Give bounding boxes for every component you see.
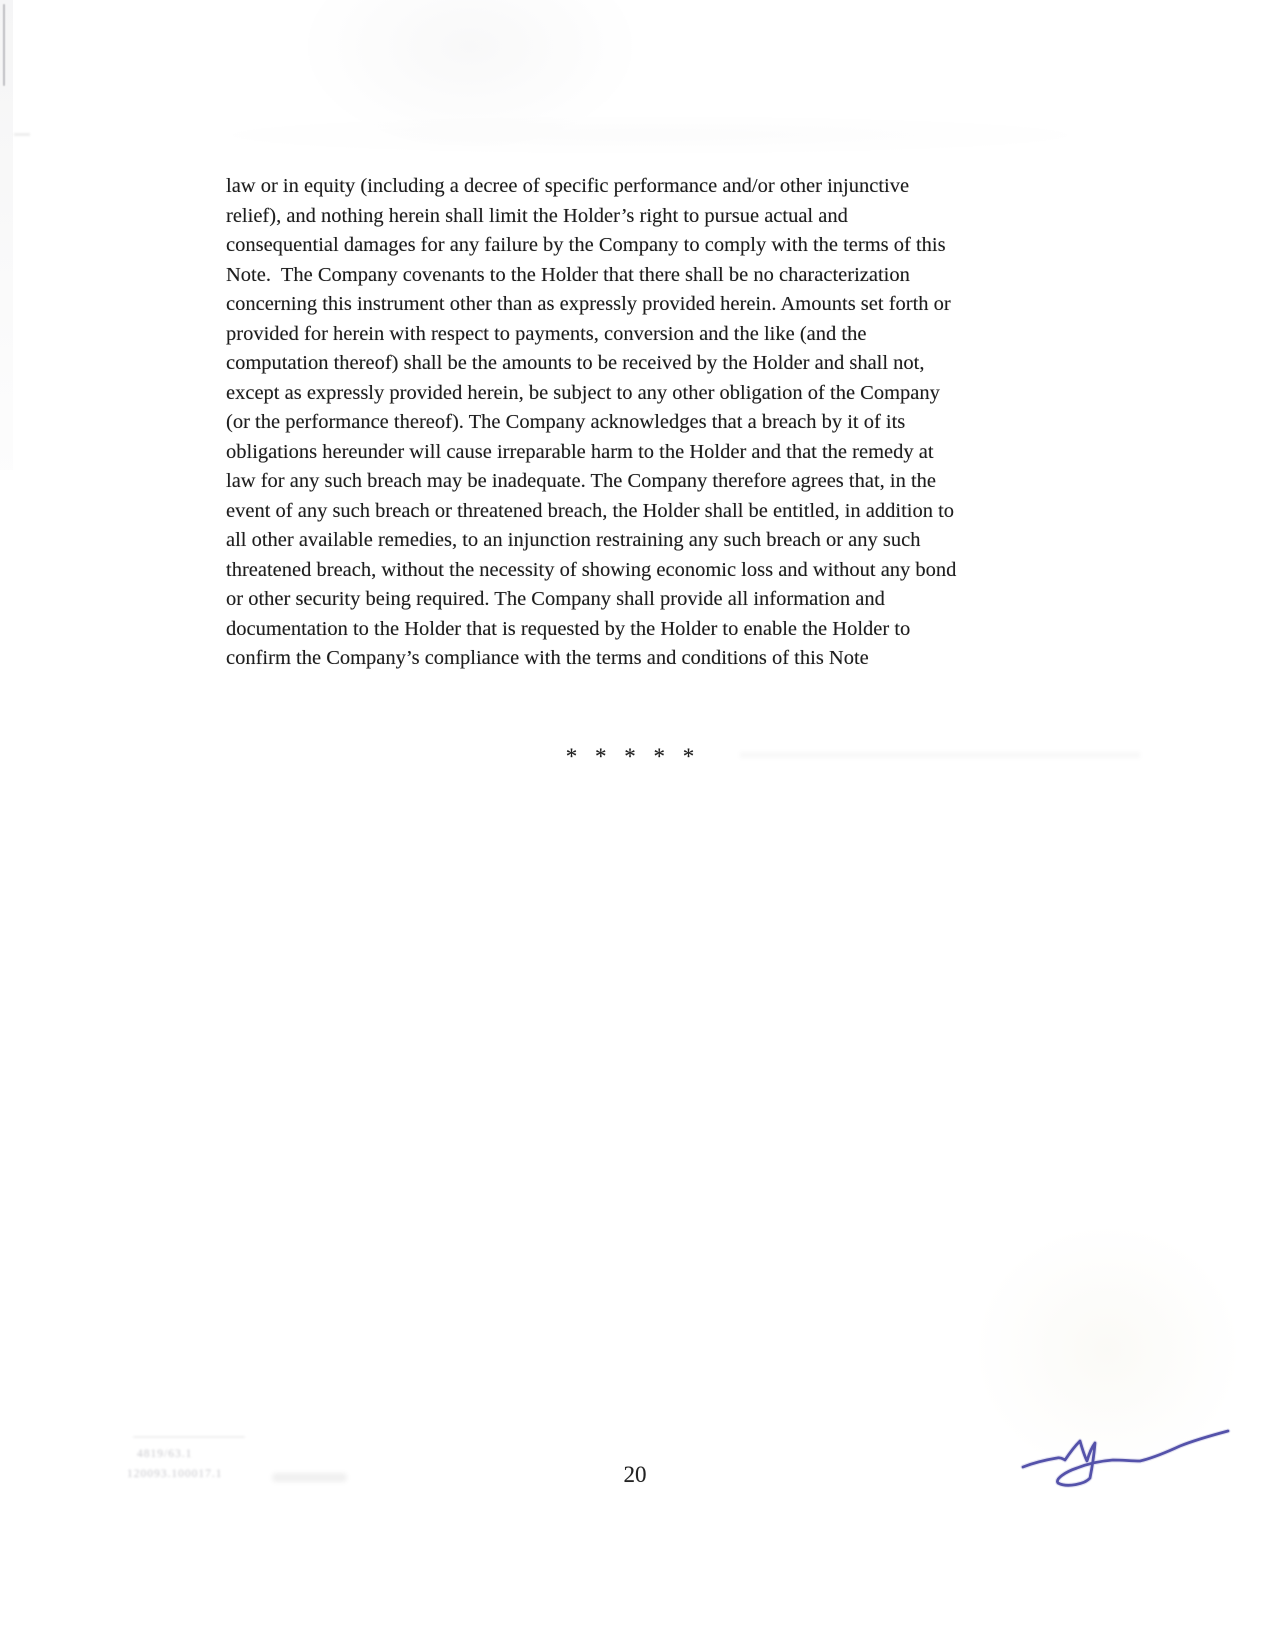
- footer-doc-id-line2: 120093.100017.1: [127, 1468, 223, 1480]
- text-line: Note. The Company covenants to the Holder that there shall be no characterization: [226, 263, 910, 286]
- text-line: (or the performance thereof). The Company acknowledges that a breach by it of its: [226, 411, 906, 433]
- paragraph-body: [226, 172, 1086, 674]
- text-line: event of any such breach or threatened breach, the Holder shall be entitled, in addition to: [226, 499, 955, 522]
- scan-artifact-top-blotch: [295, 0, 645, 155]
- page-number: 20: [623, 1462, 647, 1487]
- text-line: relief), and nothing herein shall limit the Holder’s right to pursue actual and: [226, 204, 848, 227]
- scan-artifact-top-band: [200, 115, 1100, 155]
- text-line: obligations hereunder will cause irreparable harm to the Holder and that the remedy at: [226, 440, 934, 463]
- text-line: law or in equity (including a decree of specific performance and/or other injunctive: [226, 175, 910, 197]
- text-line: except as expressly provided herein, be subject to any other obligation of the Company: [226, 381, 940, 404]
- text-line: computation thereof) shall be the amounts to be received by the Holder and shall not,: [226, 352, 925, 374]
- text-line: confirm the Company’s compliance with the terms and conditions of this Note: [226, 647, 869, 669]
- text-line: provided for herein with respect to payments, conversion and the like (and the: [226, 322, 867, 345]
- asterisk-separator: * * * * *: [565, 744, 695, 769]
- scan-artifact-left-dash: [14, 133, 30, 136]
- footer-doc-id-line1: 4819/63.1: [137, 1448, 193, 1460]
- text-line: consequential damages for any failure by the Company to comply with the terms of this: [226, 234, 946, 256]
- text-line: concerning this instrument other than as expressly provided herein. Amounts set forth or: [226, 293, 951, 315]
- scan-artifact-left-strip: [0, 0, 13, 470]
- signature-initials-icon: [1000, 1408, 1240, 1503]
- text-line: law for any such breach may be inadequate. The Company therefore agrees that, in the: [226, 470, 937, 492]
- text-line: or other security being required. The Company shall provide all information and: [226, 588, 885, 610]
- scan-artifact-left-edge-line: [3, 4, 5, 86]
- text-line: documentation to the Holder that is requested by the Holder to enable the Holder to: [226, 617, 911, 640]
- text-line: threatened breach, without the necessity of showing economic loss and without any bond: [226, 558, 957, 581]
- text-line: all other available remedies, to an injunction restraining any such breach or any such: [226, 529, 921, 551]
- scan-artifact-footer-line: [133, 1436, 245, 1438]
